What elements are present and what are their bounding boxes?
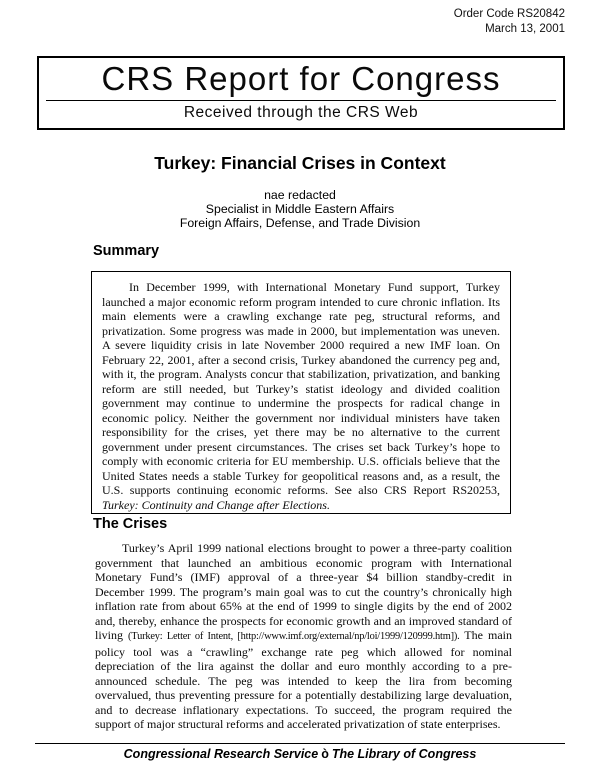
summary-heading: Summary (93, 243, 160, 259)
crises-text-1: Turkey’s April 1999 national elections brought to power a three-party coalition government that launched an ambitious economic program with International Monetary Fund’s (IMF) approval of a three-year $4 billion standby-credit in December 1999. The program’s main goal was to cut the country’s chronically high inflation rate from about 65% at the end of 1999 to single digits by the end of 2002 and, thereby, enhance the prospects for economic growth and an improved standard of living (95, 541, 512, 642)
crs-flower-symbol: ò (321, 747, 329, 761)
report-date: March 13, 2001 (485, 23, 565, 35)
crises-paragraph (95, 541, 512, 732)
masthead-title: CRS Report for Congress (101, 60, 501, 97)
masthead-box (37, 56, 565, 130)
author-name: nae redacted (264, 188, 336, 202)
summary-box (91, 271, 511, 514)
order-code: Order Code RS20842 (453, 8, 565, 20)
crises-text-2: The main policy tool was a “crawling” exchange rate peg which allowed for nominal depreciation of the lira against the dollar and euro monthly according to a pre-announced schedule. The peg was intended to keep the lira from becoming overvalued, thus preventing pressure for a potentially destabilizing large devaluation, and to decrease inflationary expectations. To succeed, the program required the support of major structural reforms and accelerated privatization of state enterprises. (95, 628, 512, 731)
author-title: Specialist in Middle Eastern Affairs (205, 202, 395, 217)
summary-see-also-title: Turkey: Continuity and Change after Elections. (102, 497, 330, 512)
summary-text: In December 1999, with International Monetary Fund support, Turkey launched a major economic reform program intended to cure chronic inflation. Its main elements were a crawling exchange rate peg, structural reforms, and privatization. Some progress was made in 2000, but implementation was uneven. A severe liquidity crisis in late November 2000 required a new IMF loan. On February 22, 2001, after a second crisis, Turkey abandoned the currency peg and, with it, the program. Analysts concur that stabilization, privatization, and banking reform are still needed, but Turkey’s statist ideology and divided coalition government may continue to undermine the prospects for radical change in economic policy. Neither the government nor individual ministers have taken responsibility for the crises, yet there may be no alternative to the current government under present circumstances. The crises set back Turkey’s hope to comply with economic criteria for EU membership. U.S. officials believe that the United States needs a stable Turkey for geopolitical reasons and, as a result, the U.S. supports continuing economic reforms. See also CRS Report RS20253, (102, 280, 500, 497)
footer-divider (35, 743, 565, 744)
imf-letter-citation: (Turkey: Letter of Intent, [http://www.imf.org/external/np/loi/1999/120999.htm]). (128, 631, 460, 642)
crises-heading: The Crises (93, 516, 168, 532)
footer-service: Congressional Research Service (123, 747, 319, 761)
author-division: Foreign Affairs, Defense, and Trade Division (179, 216, 421, 231)
author-block (0, 188, 600, 231)
page-title: Turkey: Financial Crises in Context (154, 153, 446, 173)
footer-library: The Library of Congress (331, 747, 477, 761)
masthead-subtitle: Received through the CRS Web (183, 104, 419, 121)
footer (0, 747, 600, 761)
summary-paragraph (102, 280, 500, 512)
order-code-block (454, 7, 565, 37)
